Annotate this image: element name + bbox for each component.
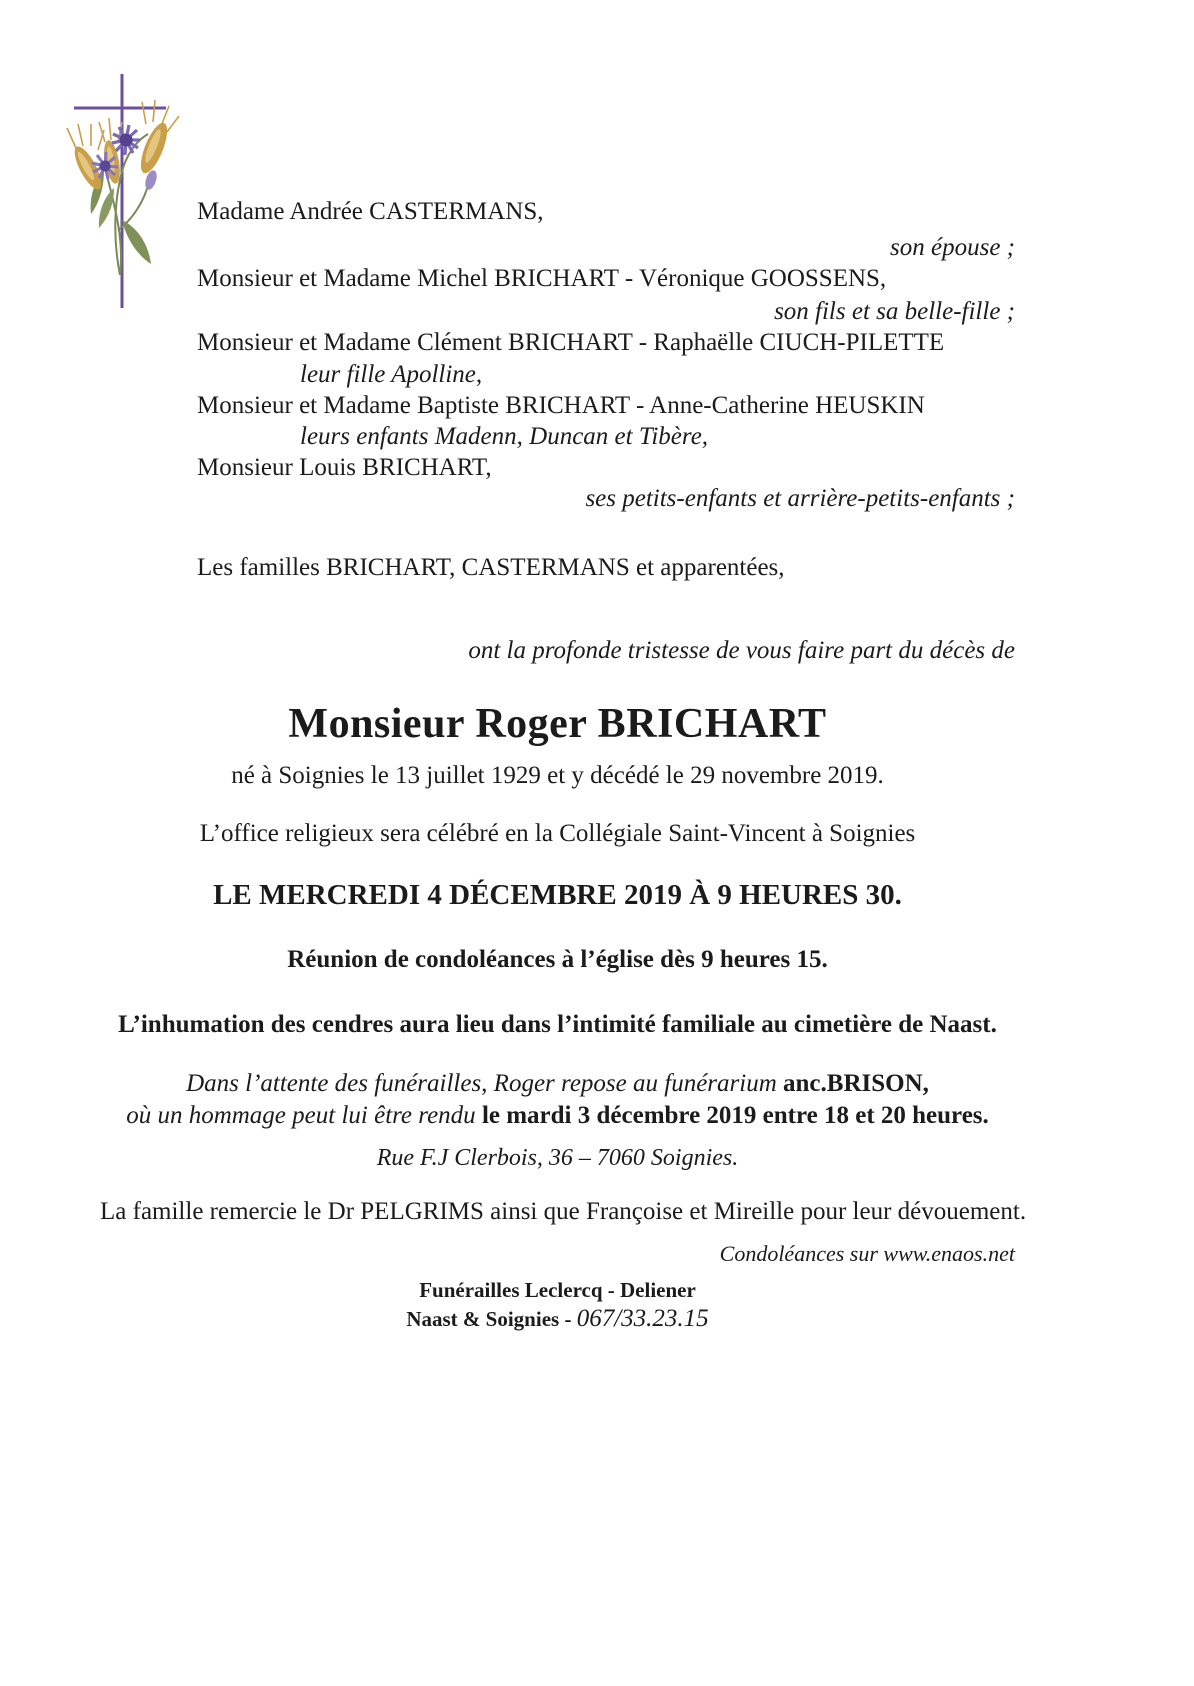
relation-line: son fils et sa belle-fille ; (774, 298, 1015, 325)
condolence-meeting: Réunion de condoléances à l’église dès 9 heures 15. (287, 946, 828, 973)
funeral-home-phone: 067/33.23.15 (576, 1305, 709, 1332)
family-line: Monsieur et Madame Michel BRICHART - Véronique GOOSSENS, (197, 265, 887, 292)
relation-line: son épouse ; (890, 234, 1015, 261)
burial-line: L’inhumation des cendres aura lieu dans l’intimité familiale au cimetière de Naast. (118, 1011, 997, 1038)
children-line: leurs enfants Madenn, Duncan et Tibère, (300, 423, 709, 450)
repose-line (100, 1068, 1015, 1099)
service-line: L’office religieux sera célébré en la Collégiale Saint-Vincent à Soignies (199, 820, 916, 847)
funeral-home-contact (100, 1303, 1015, 1334)
intro-line: ont la profonde tristesse de vous faire part du décès de (468, 637, 1015, 664)
homage-text: où un hommage peut lui être rendu (126, 1102, 482, 1129)
thanks-line: La famille remercie le Dr PELGRIMS ainsi que Françoise et Mireille pour leur dévouement. (100, 1198, 1027, 1225)
funerarium-address: Rue F.J Clerbois, 36 – 7060 Soignies. (376, 1145, 739, 1171)
funerarium-name: anc.BRISON, (783, 1070, 929, 1097)
funeral-home-location: Naast & Soignies - (406, 1307, 577, 1331)
funeral-home-name: Funérailles Leclercq - Deliener (419, 1278, 696, 1302)
homage-datetime: le mardi 3 décembre 2019 entre 18 et 20 heures. (481, 1102, 989, 1129)
online-condolences: Condoléances sur www.enaos.net (719, 1241, 1015, 1266)
relation-line: ses petits-enfants et arrière-petits-enfants ; (585, 485, 1015, 512)
family-line: Madame Andrée CASTERMANS, (197, 198, 544, 225)
announcement-content (100, 0, 1027, 1686)
family-line: Monsieur Louis BRICHART, (197, 454, 492, 481)
family-line: Monsieur et Madame Baptiste BRICHART - Anne-Catherine HEUSKIN (197, 392, 925, 419)
life-dates: né à Soignies le 13 juillet 1929 et y décédé le 29 novembre 2019. (231, 762, 884, 789)
deceased-name: Monsieur Roger BRICHART (288, 701, 827, 747)
families-line: Les familles BRICHART, CASTERMANS et apparentées, (197, 554, 785, 581)
repose-text: Dans l’attente des funérailles, Roger repose au funérarium (186, 1070, 784, 1097)
children-line: leur fille Apolline, (300, 361, 483, 388)
homage-line (100, 1100, 1015, 1131)
service-datetime: LE MERCREDI 4 DÉCEMBRE 2019 À 9 HEURES 30. (213, 879, 902, 911)
family-line: Monsieur et Madame Clément BRICHART - Raphaëlle CIUCH-PILETTE (197, 329, 945, 356)
